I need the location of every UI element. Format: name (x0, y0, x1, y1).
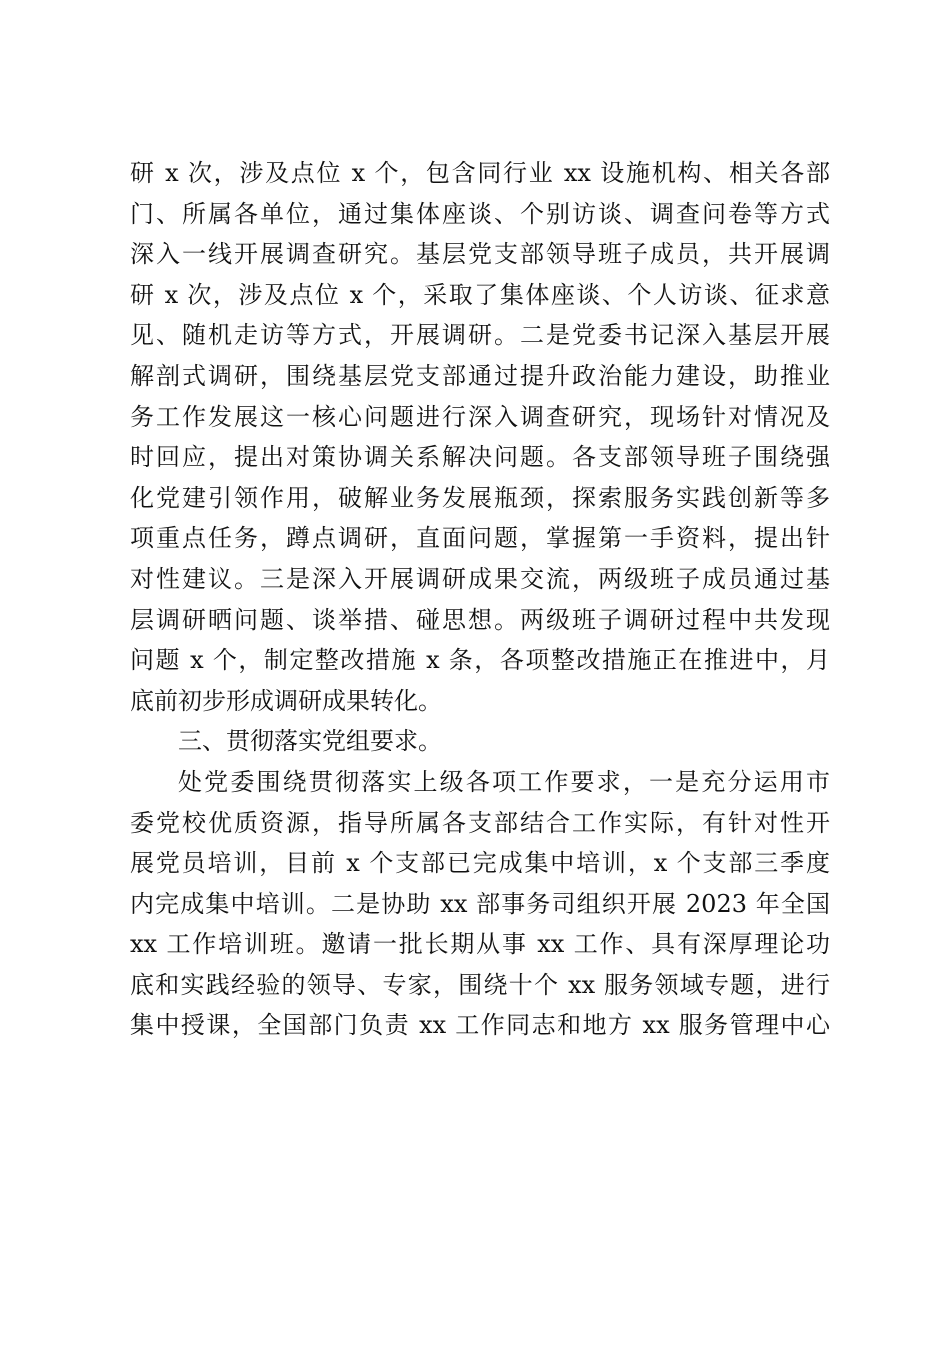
text-line: 处党委围绕贯彻落实上级各项工作要求，一是充分运用市 (178, 767, 830, 796)
text-line: 层调研晒问题、谈举措、碰思想。两级班子调研过程中共发现 (130, 605, 830, 634)
text-line: 内完成集中培训。二是协助 xx 部事务司组织开展 2023 年全国 (130, 889, 830, 918)
text-line: 见、随机走访等方式，开展调研。二是党委书记深入基层开展 (130, 321, 830, 350)
document-body (130, 153, 830, 1046)
text-line: 底前初步形成调研成果转化。 (130, 686, 442, 715)
text-line: 展党员培训，目前 x 个支部已完成集中培训，x 个支部三季度 (130, 849, 830, 878)
text-line: 解剖式调研，围绕基层党支部通过提升政治能力建设，助推业 (130, 361, 830, 390)
text-line: 委党校优质资源，指导所属各支部结合工作实际，有针对性开 (130, 808, 830, 837)
text-line: 化党建引领作用，破解业务发展瓶颈，探索服务实践创新等多 (130, 483, 830, 512)
text-line: 时回应，提出对策协调关系解决问题。各支部领导班子围绕强 (130, 443, 830, 472)
text-line: 底和实践经验的领导、专家，围绕十个 xx 服务领域专题，进行 (130, 970, 830, 999)
text-line: 项重点任务，蹲点调研，直面问题，掌握第一手资料，提出针 (130, 524, 830, 553)
text-line: xx 工作培训班。邀请一批长期从事 xx 工作、具有深厚理论功 (130, 930, 830, 959)
text-line: 对性建议。三是深入开展调研成果交流，两级班子成员通过基 (130, 564, 830, 593)
text-line: 问题 x 个，制定整改措施 x 条，各项整改措施正在推进中，月 (130, 646, 830, 675)
text-line: 深入一线开展调查研究。基层党支部领导班子成员，共开展调 (130, 240, 830, 269)
text-line: 三、贯彻落实党组要求。 (178, 727, 442, 756)
text-line: 研 x 次，涉及点位 x 个，采取了集体座谈、个人访谈、征求意 (130, 280, 830, 309)
text-line: 集中授课，全国部门负责 xx 工作同志和地方 xx 服务管理中心 (130, 1011, 830, 1040)
text-line: 门、所属各单位，通过集体座谈、个别访谈、调查问卷等方式 (130, 199, 830, 228)
text-line: 务工作发展这一核心问题进行深入调查研究，现场针对情况及 (130, 402, 830, 431)
text-line: 研 x 次，涉及点位 x 个，包含同行业 xx 设施机构、相关各部 (130, 159, 830, 187)
